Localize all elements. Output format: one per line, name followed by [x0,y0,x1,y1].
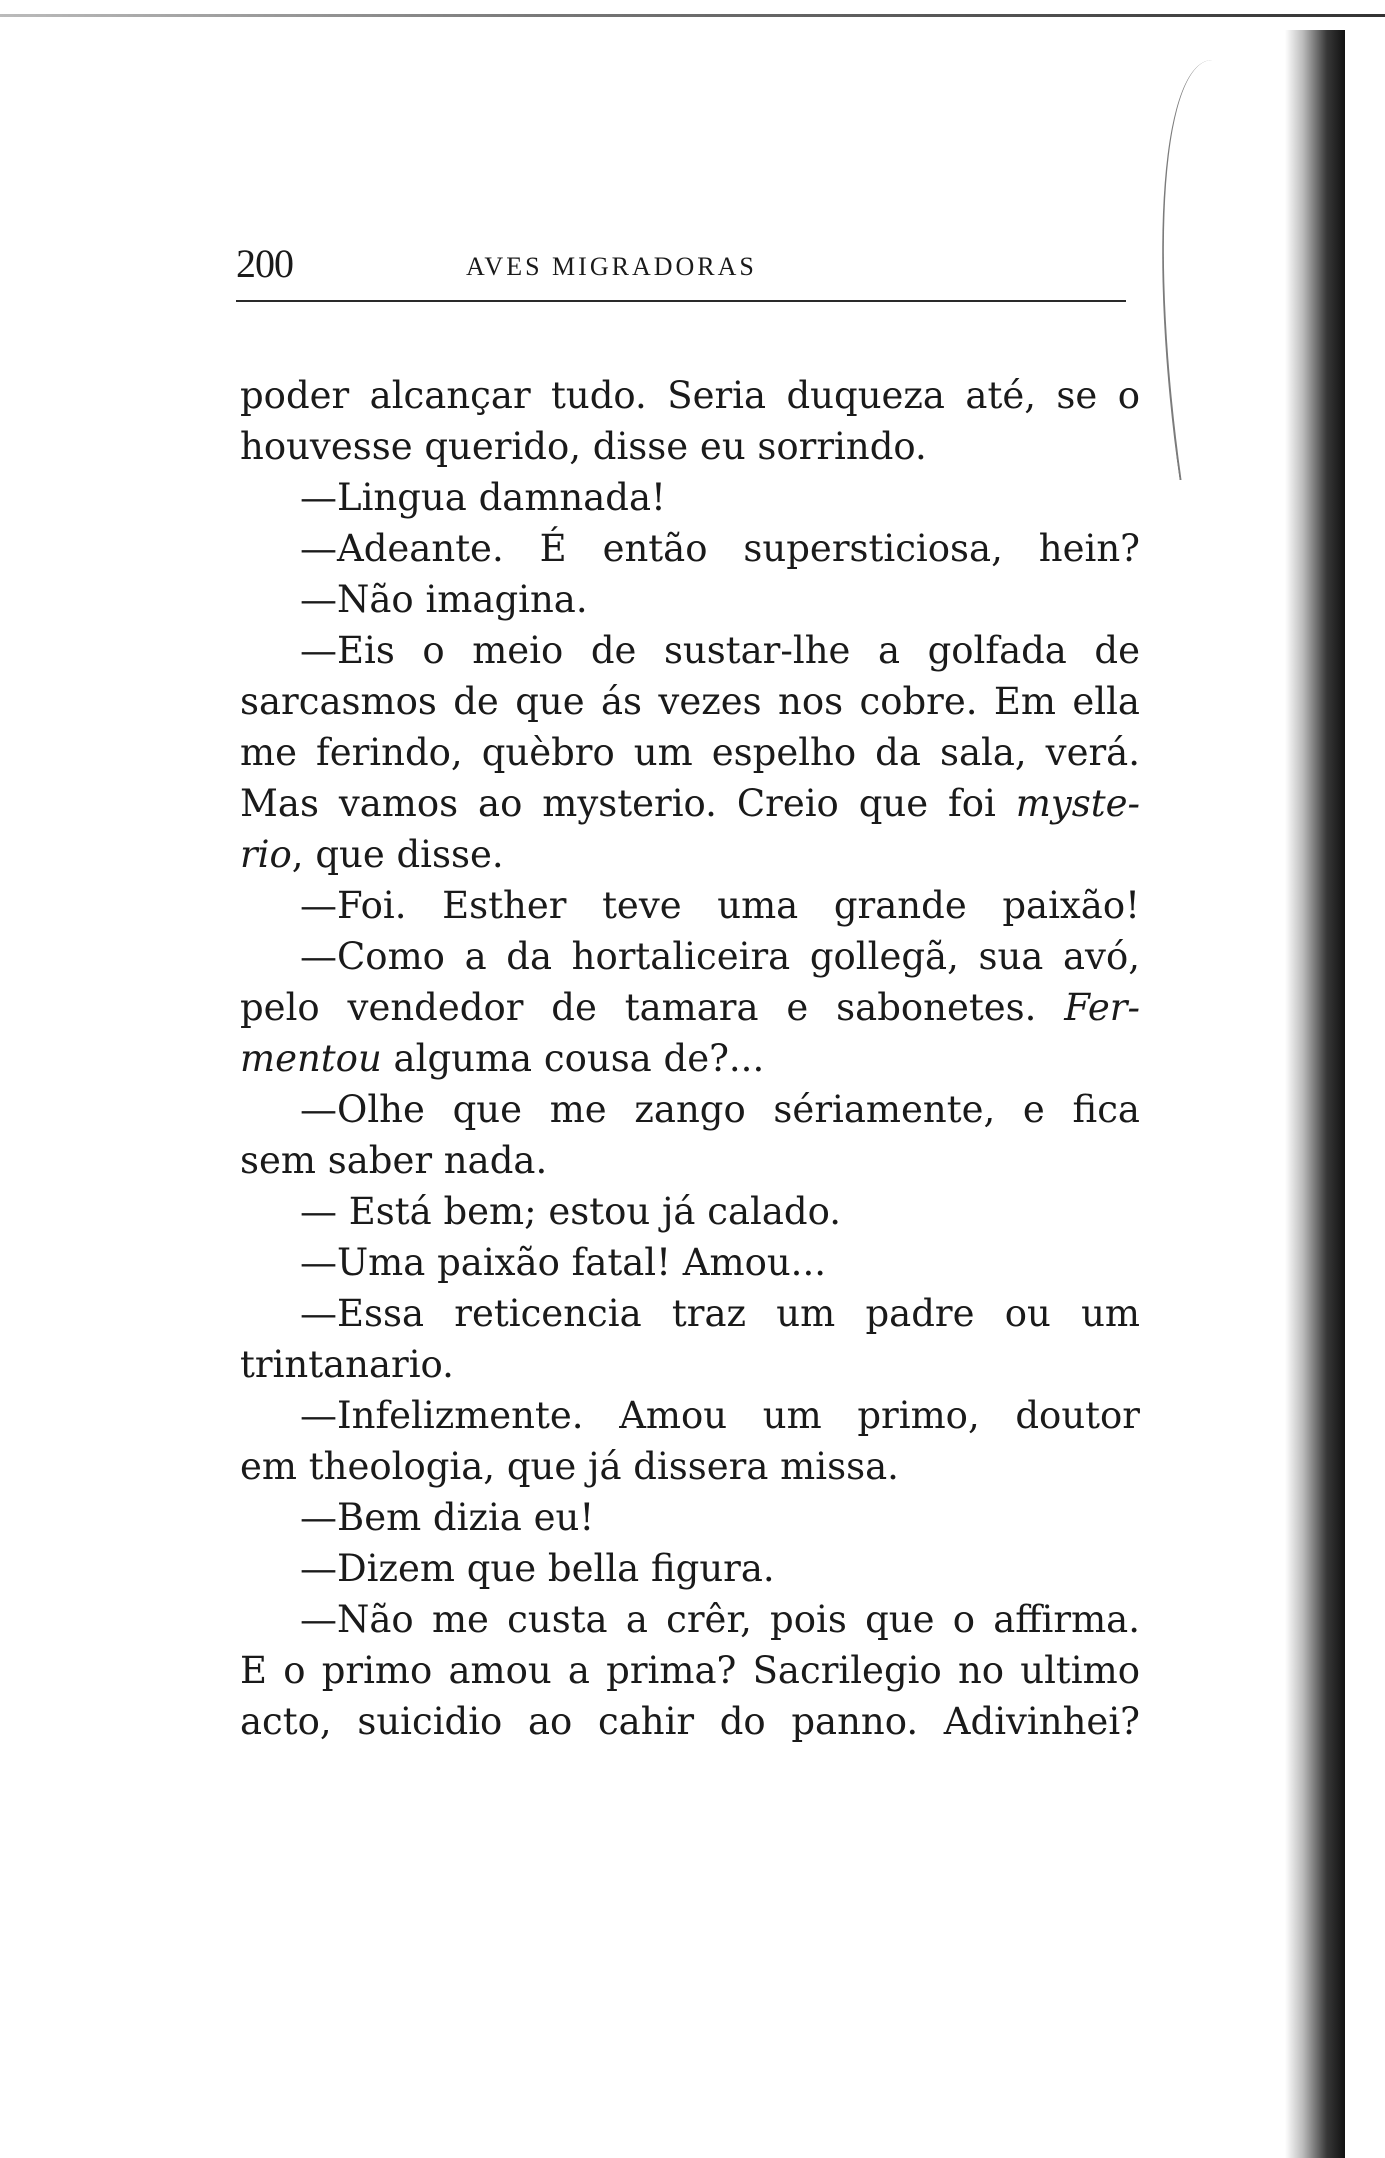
line-text: houvesse querido, disse eu sorrindo. [240,425,927,468]
text-line [240,676,1140,727]
line-text: poder alcançar tudo. Seria duqueza até, se o [240,374,1140,417]
line-text: —Eis o meio de sustar-lhe a golfada de [300,629,1140,672]
text-line [240,1390,1140,1441]
italic-word: myste- [1015,782,1140,825]
line-text: em theologia, que já dissera missa. [240,1445,899,1488]
line-text: —Foi. Esther teve uma grande paixão! [300,884,1140,927]
body-text [240,370,1140,1747]
line-text: pelo vendedor de tamara e sabonetes. [240,986,1065,1029]
text-line [240,1645,1140,1696]
line-text: —Não imagina. [300,578,588,621]
text-line [240,1339,1140,1390]
text-line [240,1084,1140,1135]
text-line [240,625,1140,676]
text-line [240,1492,1140,1543]
text-line [240,574,1140,625]
line-text: —Não me custa a crêr, pois que o affirma. [300,1598,1140,1641]
line-text: —Essa reticencia traz um padre ou um [300,1292,1140,1335]
italic-word: rio [240,833,292,876]
text-line [240,1033,1140,1084]
line-text: —Adeante. É então supersticiosa, hein? [300,527,1140,570]
italic-word: mentou [240,1037,382,1080]
line-text: —Infelizmente. Amou um primo, doutor [300,1394,1140,1437]
running-title: AVES MIGRADORAS [466,252,757,281]
line-text: —Dizem que bella figura. [300,1547,775,1590]
line-text: me ferindo, quèbro um espelho da sala, verá. [240,731,1140,774]
line-text: alguma cousa de?... [381,1037,765,1080]
line-text: acto, suicidio ao cahir do panno. Adivinhei? [240,1700,1140,1743]
text-line [240,880,1140,931]
text-line [240,727,1140,778]
line-text: , que disse. [291,833,504,876]
italic-word: Fer- [1064,986,1140,1029]
header-rule [236,300,1126,302]
text-line [240,1186,1140,1237]
text-line [240,829,1140,880]
text-line [240,982,1140,1033]
line-text: sem saber nada. [240,1139,548,1182]
scan-top-edge [0,14,1385,17]
line-text: —Bem dizia eu! [300,1496,595,1539]
line-text: trintanario. [240,1343,454,1386]
text-line [240,1441,1140,1492]
line-text: —Lingua damnada! [300,476,666,519]
text-line [240,1543,1140,1594]
line-text: Mas vamos ao mysterio. Creio que foi [240,782,1016,825]
text-line [240,778,1140,829]
book-binding-shadow [1285,30,1345,2158]
text-line [240,1237,1140,1288]
page-header [236,240,1126,300]
text-line [240,1594,1140,1645]
line-text: —Uma paixão fatal! Amou... [300,1241,826,1284]
text-line [240,370,1140,421]
line-text: —Olhe que me zango sériamente, e fica [300,1088,1140,1131]
text-line [240,1135,1140,1186]
line-text: sarcasmos de que ás vezes nos cobre. Em ella [240,680,1140,723]
binding-curve [1120,60,1271,480]
text-line [240,931,1140,982]
line-text: E o primo amou a prima? Sacrilegio no ultimo [240,1649,1140,1692]
text-line [240,421,1140,472]
text-line [240,1288,1140,1339]
line-text: —Como a da hortaliceira gollegã, sua avó, [300,935,1140,978]
text-line [240,472,1140,523]
line-text: — Está bem; estou já calado. [300,1190,841,1233]
text-line [240,1696,1140,1747]
page-number: 200 [236,241,293,286]
text-line [240,523,1140,574]
